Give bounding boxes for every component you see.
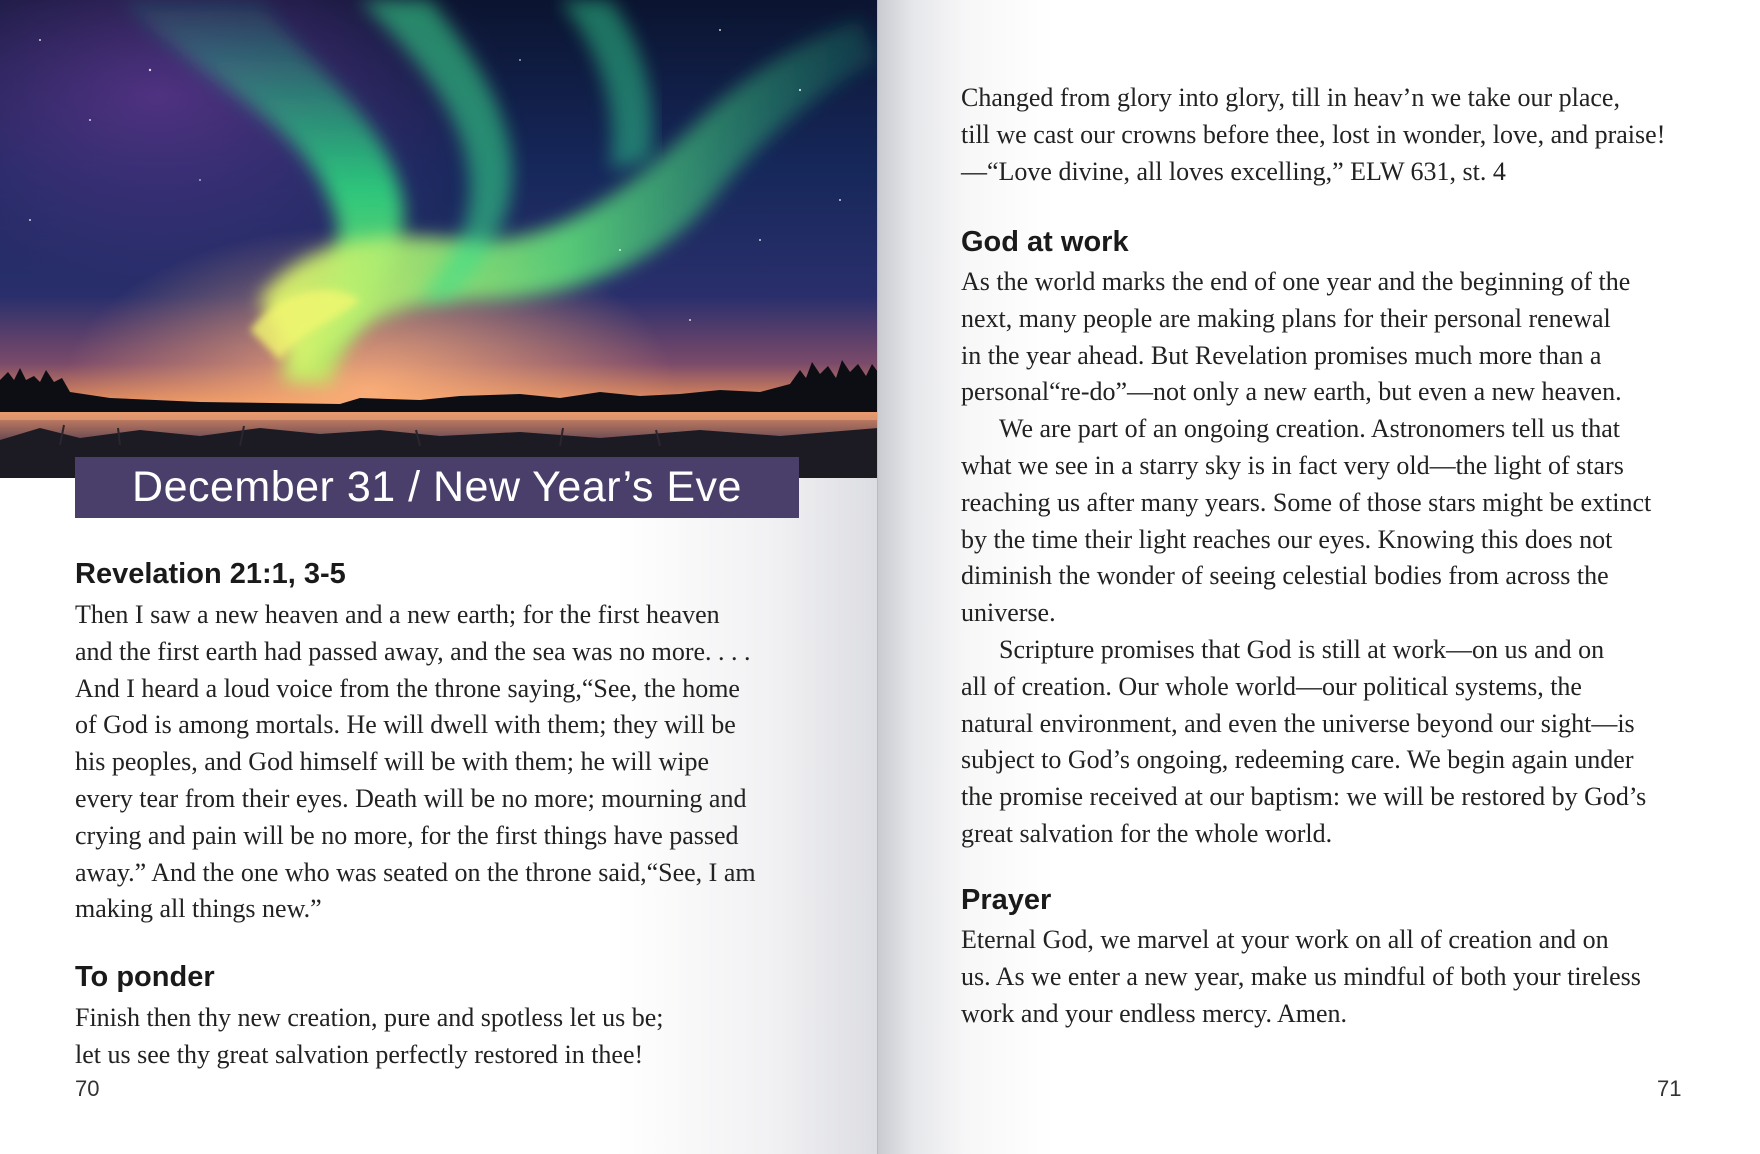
- reading-line: and the first earth had passed away, and the sea was no more. . . .: [75, 636, 751, 666]
- prayer-line: us. As we enter a new year, make us mindful of both your tireless: [961, 961, 1641, 991]
- reading-line: making all things new.”: [75, 894, 322, 924]
- paragraph-line: by the time their light reaches our eyes. Knowing this does not: [961, 524, 1613, 554]
- reading-line: his peoples, and God himself will be with them; he will wipe: [75, 747, 710, 777]
- prayer-line: Eternal God, we marvel at your work on all of creation and on: [961, 925, 1609, 954]
- god-at-work-text: [961, 264, 1651, 853]
- reading-line: every tear from their eyes. Death will be no more; mourning and: [75, 783, 747, 813]
- aurora-borealis-photo: [0, 0, 878, 478]
- god-at-work-heading: God at work: [961, 226, 1129, 258]
- reading-line: And I heard a loud voice from the throne saying,“See, the home: [75, 673, 740, 703]
- reading-text: [75, 597, 756, 928]
- hymn-citation: —“Love divine, all loves excelling,” ELW 631, st. 4: [961, 156, 1506, 186]
- page-number-right: 71: [1657, 1076, 1682, 1101]
- paragraph-line: what we see in a starry sky is in fact very old—the light of stars: [961, 450, 1624, 480]
- paragraph-line: the promise received at our baptism: we will be restored by God’s: [961, 782, 1647, 812]
- reading-line: crying and pain will be no more, for the first things have passed: [75, 820, 739, 850]
- paragraph-line: great salvation for the whole world.: [961, 818, 1333, 848]
- page-number-left: 70: [75, 1076, 100, 1101]
- paragraph-line: Scripture promises that God is still at work—on us and on: [999, 634, 1605, 664]
- ponder-line: Changed from glory into glory, till in heav’n we take our place,: [961, 83, 1620, 112]
- prayer-heading: Prayer: [961, 884, 1052, 916]
- ponder-line: let us see thy great salvation perfectly restored in thee!: [75, 1039, 644, 1069]
- paragraph-line: As the world marks the end of one year and the beginning of the: [961, 267, 1631, 296]
- paragraph-line: in the year ahead. But Revelation promises much more than a: [961, 340, 1602, 370]
- left-page: [0, 0, 878, 1154]
- paragraph-line: subject to God’s ongoing, redeeming care. We begin again under: [961, 745, 1634, 775]
- reading-heading: Revelation 21:1, 3-5: [75, 558, 346, 590]
- ponder-line: Finish then thy new creation, pure and spotless let us be;: [75, 1003, 664, 1032]
- paragraph-line: next, many people are making plans for their personal renewal: [961, 303, 1611, 333]
- paragraph-line: universe.: [961, 598, 1056, 628]
- paragraph-line: reaching us after many years. Some of those stars might be extinct: [961, 487, 1652, 517]
- prayer-line: work and your endless mercy. Amen.: [961, 998, 1348, 1028]
- paragraph-line: diminish the wonder of seeing celestial bodies from across the: [961, 561, 1609, 591]
- paragraph-line: natural environment, and even the universe beyond our sight—is: [961, 708, 1635, 738]
- paragraph-line: We are part of an ongoing creation. Astronomers tell us that: [999, 414, 1621, 444]
- paragraph-line: all of creation. Our whole world—our political systems, the: [961, 671, 1582, 701]
- reading-line: Then I saw a new heaven and a new earth; for the first heaven: [75, 600, 720, 629]
- ponder-continued-text: [961, 80, 1665, 190]
- ponder-heading: To ponder: [75, 961, 215, 993]
- ponder-line: till we cast our crowns before thee, lost in wonder, love, and praise!: [961, 119, 1666, 149]
- paragraph-line: personal“re-do”—not only a new earth, but even a new heaven.: [961, 377, 1622, 407]
- reading-line: of God is among mortals. He will dwell with them; they will be: [75, 710, 736, 740]
- reading-line: away.” And the one who was seated on the throne said,“See, I am: [75, 857, 756, 887]
- page-title: December 31 / New Year’s Eve: [75, 457, 799, 518]
- prayer-text: [961, 922, 1641, 1032]
- right-page: [878, 0, 1760, 1154]
- ponder-text: [75, 1000, 664, 1074]
